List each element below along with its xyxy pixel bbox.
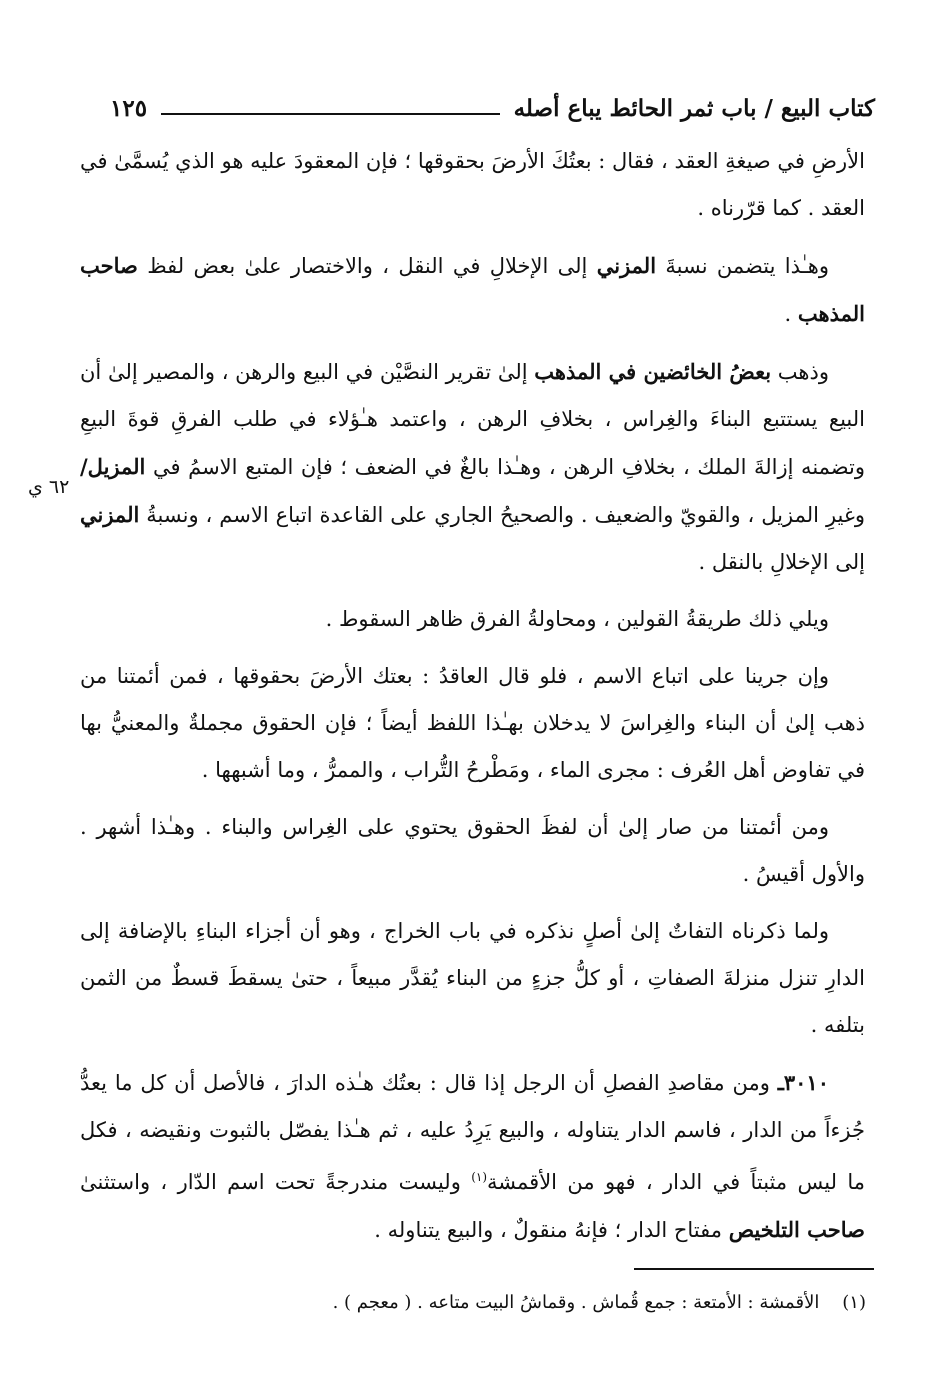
text-span: إلى الإخلالِ بالنقل . xyxy=(698,550,865,574)
text-span: ومن مقاصدِ الفصلِ أن الرجل إذا قال : بعتُك هـٰذه الدارَ ، فالأصل أن كل ما يعدُّ جُزءاً من الدار ، فاسم الدار يتناوله ، والبيع يَرِدُ عليه ، ثم هـٰذا يفصّل بالثبوت ونقيضه ، فكل ما ليس مثبتاً في الدار ، فهو من الأقمشة xyxy=(80,1071,865,1194)
text-span: إلى الإخلالِ في النقل ، والاختصار علىٰ بعض لفظ xyxy=(137,254,597,278)
text-span: الأرضِ في صيغةِ العقد ، فقال : بعتُكَ الأرضَ بحقوقها ؛ فإن المعقودَ عليه هو الذي يُسمَّىٰ في العقد . كما قرّرناه . xyxy=(80,149,865,220)
paragraph xyxy=(80,348,865,586)
text-span: وهـٰذا يتضمن نسبةَ xyxy=(656,254,829,278)
text-span: وذهب xyxy=(771,360,829,384)
footnote-marker: (١) xyxy=(842,1292,866,1313)
text-span: وإن جرينا على اتباع الاسم ، فلو قال العاقدُ : بعتك الأرضَ بحقوقها ، فمن أئمتنا من ذهب إلىٰ أن البناء والغِراسَ لا يدخلان بهـٰذا اللفظ أيضاً ؛ فإن الحقوق مجملةٌ والمعنيُّ بها في تفاوض أهل العُرف : مجرى الماء ، ومَطْرحُ التُّراب ، والممرُّ ، وما أشبهها . xyxy=(80,664,865,782)
header-title: كتاب البيع / باب ثمر الحائط يباع أصله xyxy=(513,94,875,122)
text-span: مفتاح الدار ؛ فإنهُ منقولٌ ، والبيع يتناوله . xyxy=(374,1218,729,1242)
text-span: ولما ذكرناه التفاتٌ إلىٰ أصلٍ نذكره في باب الخراج ، وهو أن أجزاء البناءِ بالإضافة إلى الدارِ تنزل منزلةَ الصفاتِ ، أو كلُّ جزءٍ من البناء يُقدَّر مبيعاً ، حتىٰ يسقطَ قسطٌ من الثمن بتلفه . xyxy=(80,919,865,1037)
text-span: وليست مندرجةً تحت اسم الدّار ، واستثنىٰ xyxy=(80,1170,472,1194)
text-span: ومن أئمتنا من صار إلىٰ أن لفظَ الحقوق يحتوي على الغِراس والبناء . وهـٰذا أشهر . والأول أقيسُ . xyxy=(80,815,865,886)
paragraph xyxy=(80,242,865,338)
header-rule xyxy=(161,113,500,115)
bold-span: المزني xyxy=(80,502,140,527)
bold-span: صاحب المذهب xyxy=(80,253,865,326)
text-span: وغيرِ المزيل ، والقويّ والضعيف . والصحيحُ الجاري على القاعدة اتباع الاسم ، ونسبةُ xyxy=(139,503,865,527)
page-number: ١٢٥ xyxy=(110,94,148,122)
footnote-text: الأقمشة : الأمتعة : جمع قُماش . وقماشُ البيت متاعه . ( معجم ) . xyxy=(332,1292,820,1313)
bold-span: صاحب التلخيص xyxy=(728,1217,865,1242)
bold-span: المزيل/ xyxy=(80,454,146,479)
paragraph xyxy=(80,908,865,1049)
paragraph xyxy=(80,138,865,232)
marginal-page-reference: ٦٢ ي xyxy=(28,476,70,498)
paragraph xyxy=(80,804,865,898)
body-text xyxy=(80,138,865,1264)
text-span: . xyxy=(784,302,798,326)
text-span: ويلي ذلك طريقةُ القولين ، ومحاولةُ الفرق ظاهر السقوط . xyxy=(325,607,829,631)
paragraph xyxy=(80,653,865,794)
bold-span: بعضُ الخائضين في المذهب xyxy=(534,359,772,384)
footnote xyxy=(180,1288,866,1318)
bold-span: المزني xyxy=(596,253,657,278)
paragraph xyxy=(80,596,865,643)
running-header xyxy=(110,88,875,128)
text-span: إلىٰ تقرير النصَّيْن في البيع والرهن ، والمصير إلىٰ أن البيع يستتبع البناءَ والغِراس ، بخلافِ الرهن ، واعتمد هـٰؤلاء في طلب الفرقِ قوةَ البيعِ وتضمنه إزالةَ الملك ، بخلافِ الرهن ، وهـٰذا بالغٌ في الضعف ؛ فإن المتبع الاسمُ في xyxy=(80,360,865,479)
bold-span: ٣٠١٠ـ xyxy=(777,1070,829,1095)
footnote-separator xyxy=(634,1268,874,1270)
footnote-ref: (١) xyxy=(471,1170,488,1184)
paragraph xyxy=(80,1059,865,1254)
